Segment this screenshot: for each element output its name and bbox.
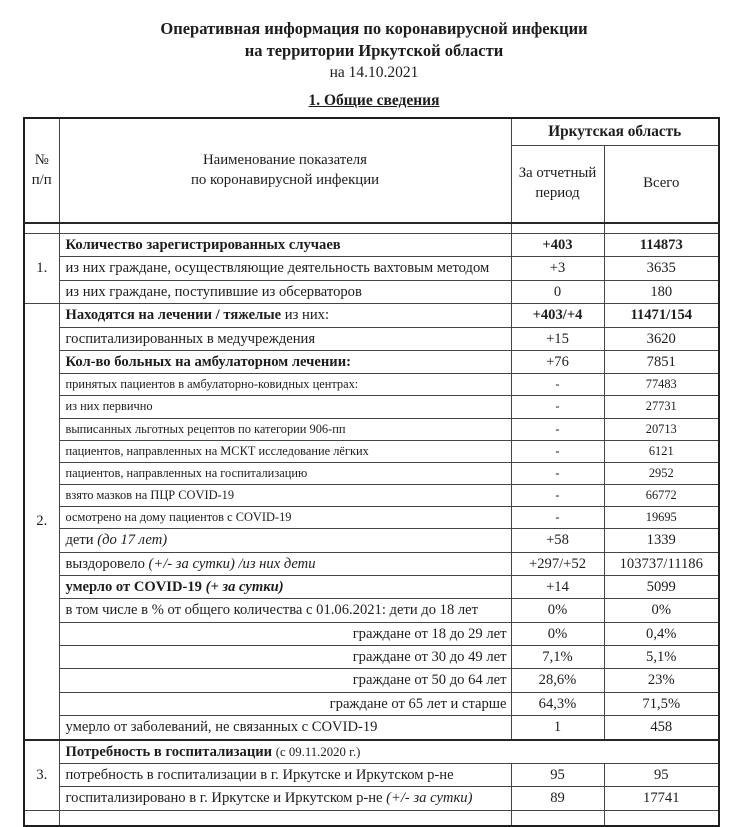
table-body (24, 223, 719, 826)
row-label: взято мазков на ПЦР COVID-19 (59, 484, 511, 506)
row-value-period: +403 (511, 234, 604, 257)
row-value-period: - (511, 484, 604, 506)
table-row (24, 418, 719, 440)
table-row (24, 692, 719, 715)
spacer-cell (604, 810, 719, 826)
row-value-total: 3620 (604, 327, 719, 350)
row-label: принятых пациентов в амбулаторно-ковидных центрах: (59, 374, 511, 396)
row-label-main: госпитализировано в г. Иркутске и Иркутском р-не (65, 790, 387, 807)
group-number: 1. (24, 234, 59, 304)
row-label: Количество зарегистрированных случаев (59, 234, 511, 257)
table-row (24, 304, 719, 327)
covid-general-table (23, 117, 720, 827)
row-label: умерло от заболеваний, не связанных с COVID-19 (59, 716, 511, 740)
row-value-period: - (511, 374, 604, 396)
table-row (24, 350, 719, 373)
row-label: из них граждане, поступившие из обсерваторов (59, 280, 511, 303)
row-value-period: 1 (511, 716, 604, 740)
table-row (24, 484, 719, 506)
row-value-total: 0,4% (604, 622, 719, 645)
cut-off-row (24, 810, 719, 826)
row-value-period: +76 (511, 350, 604, 373)
table-row (24, 716, 719, 740)
row-label (59, 575, 511, 598)
row-value-period: 95 (511, 763, 604, 786)
row-label: пациентов, направленных на МСКТ исследование лёгких (59, 440, 511, 462)
row-label-suffix: (+/- за сутки) /из них дети (148, 555, 316, 572)
row-label-main: Потребность в госпитализации (65, 743, 276, 760)
row-label-suffix: из них: (281, 307, 329, 324)
doc-title-line2: на территории Иркутской области (244, 41, 504, 60)
row-value-total: 3635 (604, 257, 719, 280)
row-value-total: 77483 (604, 374, 719, 396)
row-value-total: 71,5% (604, 692, 719, 715)
spacer-cell (24, 810, 59, 826)
table-row (24, 669, 719, 692)
row-value-period: 28,6% (511, 669, 604, 692)
row-label: госпитализированных в медучреждения (59, 327, 511, 350)
col-header-total: Всего (604, 146, 719, 224)
row-value-total: 20713 (604, 418, 719, 440)
table-row (24, 740, 719, 764)
col-header-number (24, 118, 59, 223)
row-value-total: 2952 (604, 462, 719, 484)
row-value-total: 17741 (604, 787, 719, 810)
group-number: 3. (24, 740, 59, 811)
row-value-period: 0 (511, 280, 604, 303)
group-number: 2. (24, 304, 59, 740)
table-row (24, 374, 719, 396)
col-header-period: За отчетный период (511, 146, 604, 224)
row-label-suffix: (+ за сутки) (205, 578, 284, 595)
table-row (24, 507, 719, 529)
indicator-header-line2: по коронавирусной инфекции (190, 171, 380, 188)
table-row (24, 599, 719, 622)
row-value-period: - (511, 418, 604, 440)
spacer-cell (59, 810, 511, 826)
row-label-main: дети (65, 532, 98, 549)
row-value-total: 458 (604, 716, 719, 740)
table-header (24, 118, 719, 223)
row-label-main: выздоровело (65, 555, 149, 572)
row-label (59, 740, 719, 764)
table-row (24, 396, 719, 418)
row-value-total: 114873 (604, 234, 719, 257)
row-value-total: 180 (604, 280, 719, 303)
row-value-total: 95 (604, 763, 719, 786)
row-label: пациентов, направленных на госпитализацию (59, 462, 511, 484)
row-value-period: +3 (511, 257, 604, 280)
row-label-suffix: (с 09.11.2020 г.) (275, 744, 361, 759)
row-value-period: +403/+4 (511, 304, 604, 327)
num-header-line1: № (34, 151, 49, 168)
row-value-total: 19695 (604, 507, 719, 529)
row-label: граждане от 30 до 49 лет (59, 646, 511, 669)
row-label (59, 304, 511, 327)
row-value-period: 0% (511, 599, 604, 622)
row-value-total: 0% (604, 599, 719, 622)
row-label-main: Находятся на лечении / тяжелые (65, 307, 282, 324)
row-value-period: +14 (511, 575, 604, 598)
table-row (24, 462, 719, 484)
row-label (59, 552, 511, 575)
row-value-total: 1339 (604, 529, 719, 552)
table-row (24, 787, 719, 810)
table-row (24, 257, 719, 280)
spacer-cell (604, 223, 719, 234)
row-value-period: - (511, 396, 604, 418)
row-value-total: 27731 (604, 396, 719, 418)
row-value-period: +15 (511, 327, 604, 350)
row-label: граждане от 18 до 29 лет (59, 622, 511, 645)
row-label (59, 529, 511, 552)
doc-title-date: на 14.10.2021 (329, 64, 419, 81)
table-row (24, 280, 719, 303)
row-value-period: +297/+52 (511, 552, 604, 575)
row-label: выписанных льготных рецептов по категории 906-пп (59, 418, 511, 440)
row-value-total: 5,1% (604, 646, 719, 669)
row-label: в том числе в % от общего количества с 01.06.2021: дети до 18 лет (59, 599, 511, 622)
col-header-indicator (59, 118, 511, 223)
row-value-period: 7,1% (511, 646, 604, 669)
table-row (24, 234, 719, 257)
row-value-period: - (511, 507, 604, 529)
row-value-total: 6121 (604, 440, 719, 462)
table-row (24, 622, 719, 645)
row-label-suffix: (+/- за сутки) (386, 790, 473, 807)
row-value-period: 64,3% (511, 692, 604, 715)
row-value-total: 66772 (604, 484, 719, 506)
num-header-line2: п/п (31, 171, 52, 188)
row-label: из них первично (59, 396, 511, 418)
row-value-total: 7851 (604, 350, 719, 373)
section-heading: 1. Общие сведения (308, 92, 440, 109)
row-label: потребность в госпитализации в г. Иркутске и Иркутском р-не (59, 763, 511, 786)
row-label: из них граждане, осуществляющие деятельность вахтовым методом (59, 257, 511, 280)
row-value-total: 11471/154 (604, 304, 719, 327)
row-label-main: умерло от COVID-19 (65, 578, 206, 595)
row-label: граждане от 50 до 64 лет (59, 669, 511, 692)
table-row (24, 440, 719, 462)
spacer-cell (511, 810, 604, 826)
row-value-total: 103737/11186 (604, 552, 719, 575)
document-header (0, 0, 748, 83)
row-value-period: 0% (511, 622, 604, 645)
row-value-total: 23% (604, 669, 719, 692)
col-header-region: Иркутская область (511, 118, 719, 146)
table-row (24, 575, 719, 598)
spacer-row (24, 223, 719, 234)
row-value-period: - (511, 462, 604, 484)
row-label: Кол-во больных на амбулаторном лечении: (59, 350, 511, 373)
row-label: осмотрено на дому пациентов с COVID-19 (59, 507, 511, 529)
indicator-header-line1: Наименование показателя (203, 151, 367, 168)
spacer-cell (511, 223, 604, 234)
table-row (24, 529, 719, 552)
table-row (24, 327, 719, 350)
table-row (24, 552, 719, 575)
row-label (59, 787, 511, 810)
row-value-total: 5099 (604, 575, 719, 598)
row-label-suffix: (до 17 лет) (97, 532, 168, 549)
row-label: граждане от 65 лет и старше (59, 692, 511, 715)
spacer-cell (24, 223, 59, 234)
row-value-period: +58 (511, 529, 604, 552)
header-row-1 (24, 118, 719, 146)
doc-title-line1: Оперативная информация по коронавирусной инфекции (160, 19, 588, 38)
table-row (24, 763, 719, 786)
table-row (24, 646, 719, 669)
spacer-cell (59, 223, 511, 234)
row-value-period: - (511, 440, 604, 462)
row-value-period: 89 (511, 787, 604, 810)
